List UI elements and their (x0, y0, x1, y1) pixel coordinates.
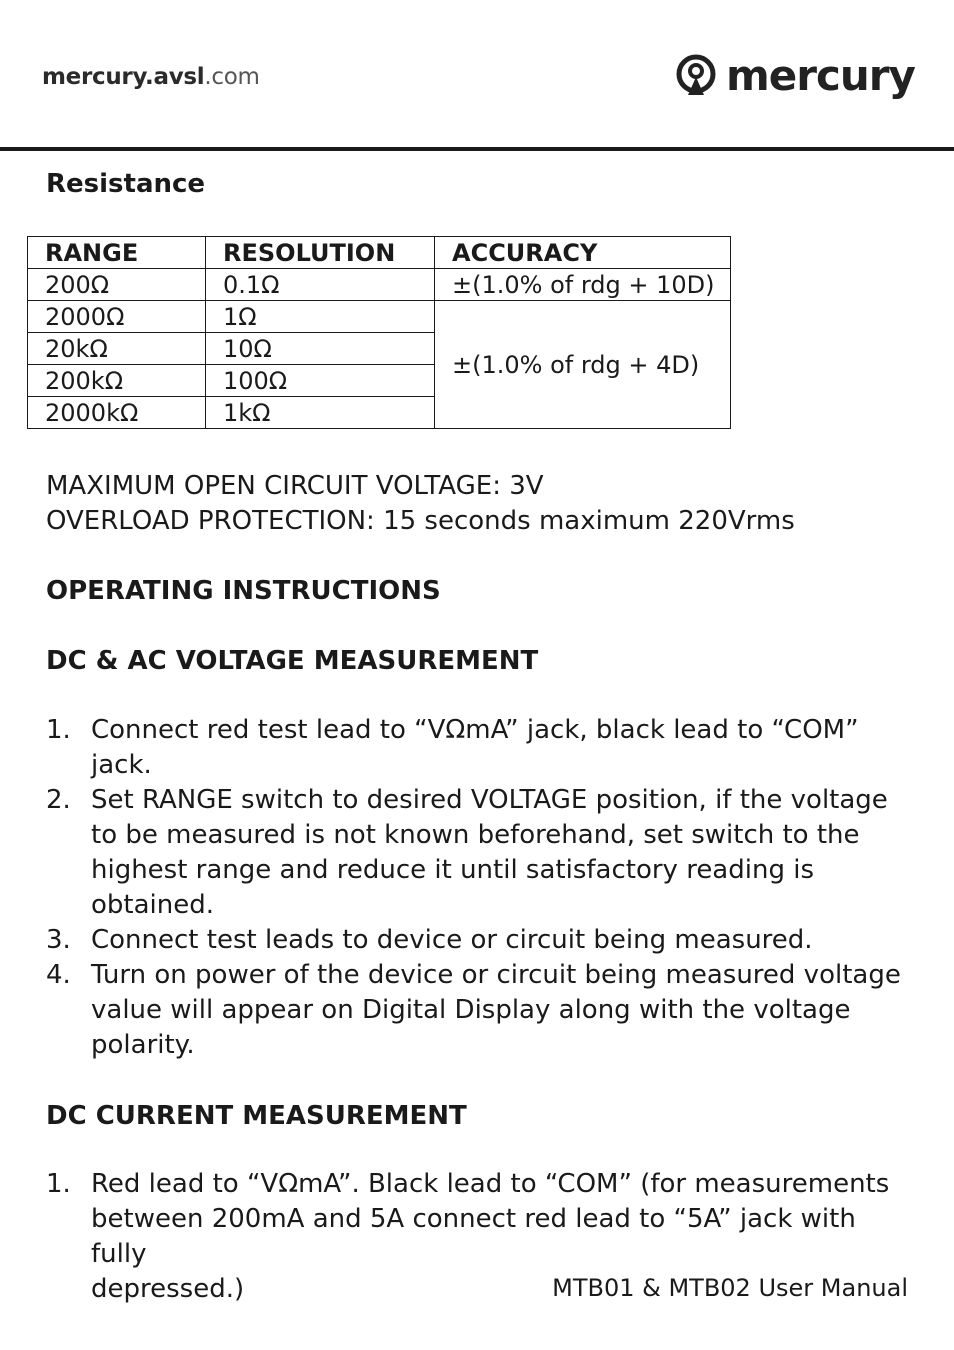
cell-range: 200kΩ (28, 365, 206, 397)
list-item (46, 783, 916, 923)
site-url-tld: .com (204, 64, 260, 90)
section-title-current-measurement: DC CURRENT MEASUREMENT (46, 1101, 467, 1131)
step-line: Turn on power of the device or circuit being measured voltage (91, 960, 901, 990)
table-row (28, 301, 731, 333)
step-line: to be measured is not known beforehand, set switch to the (91, 820, 860, 850)
cell-accuracy-merged: ±(1.0% of rdg + 4D) (435, 301, 731, 429)
step-line: Red lead to “VΩmA”. Black lead to “COM” (for measurements (91, 1169, 890, 1199)
mercury-logo-icon (674, 53, 718, 99)
cell-resolution: 100Ω (206, 365, 435, 397)
cell-resolution: 0.1Ω (206, 269, 435, 301)
cell-resolution: 1kΩ (206, 397, 435, 429)
mercury-logo (674, 52, 915, 100)
cell-resolution: 10Ω (206, 333, 435, 365)
step-line: value will appear on Digital Display along with the voltage (91, 995, 851, 1025)
header-range: RANGE (28, 237, 206, 269)
header-divider (0, 147, 954, 151)
step-line: Connect test leads to device or circuit being measured. (91, 925, 813, 955)
table-row (28, 269, 731, 301)
step-line: Connect red test lead to “VΩmA” jack, black lead to “COM” (91, 715, 859, 745)
cell-range: 20kΩ (28, 333, 206, 365)
cell-resolution: 1Ω (206, 301, 435, 333)
logo-wordmark: mercury (726, 51, 915, 100)
step-line: highest range and reduce it until satisfactory reading is (91, 855, 814, 885)
cell-range: 2000Ω (28, 301, 206, 333)
resistance-spec-table (27, 236, 731, 429)
list-item (46, 923, 916, 958)
step-number: 3. (46, 925, 71, 955)
list-item (46, 958, 916, 1063)
site-url (42, 64, 260, 90)
cell-range: 200Ω (28, 269, 206, 301)
step-number: 1. (46, 1169, 71, 1199)
step-line: Set RANGE switch to desired VOLTAGE position, if the voltage (91, 785, 888, 815)
section-title-operating-instructions: OPERATING INSTRUCTIONS (46, 576, 441, 606)
section-title-voltage-measurement: DC & AC VOLTAGE MEASUREMENT (46, 646, 539, 676)
overload-protection: OVERLOAD PROTECTION: 15 seconds maximum 220Vrms (46, 506, 795, 536)
header-accuracy: ACCURACY (435, 237, 731, 269)
step-line: depressed.) (91, 1274, 245, 1304)
cell-accuracy: ±(1.0% of rdg + 10D) (435, 269, 731, 301)
list-item (46, 713, 916, 783)
step-line: jack. (91, 750, 152, 780)
step-number: 1. (46, 715, 71, 745)
header-resolution: RESOLUTION (206, 237, 435, 269)
step-number: 4. (46, 960, 71, 990)
step-number: 2. (46, 785, 71, 815)
section-title-resistance: Resistance (46, 169, 206, 199)
step-line: obtained. (91, 890, 215, 920)
cell-range: 2000kΩ (28, 397, 206, 429)
max-open-circuit-voltage: MAXIMUM OPEN CIRCUIT VOLTAGE: 3V (46, 471, 544, 501)
step-line: between 200mA and 5A connect red lead to “5A” jack with fully (91, 1204, 856, 1269)
site-url-domain: mercury.avsl (42, 64, 205, 90)
voltage-steps-list (46, 713, 916, 1063)
step-line: polarity. (91, 1030, 195, 1060)
table-header-row (28, 237, 731, 269)
footer-manual-title: MTB01 & MTB02 User Manual (552, 1274, 908, 1302)
